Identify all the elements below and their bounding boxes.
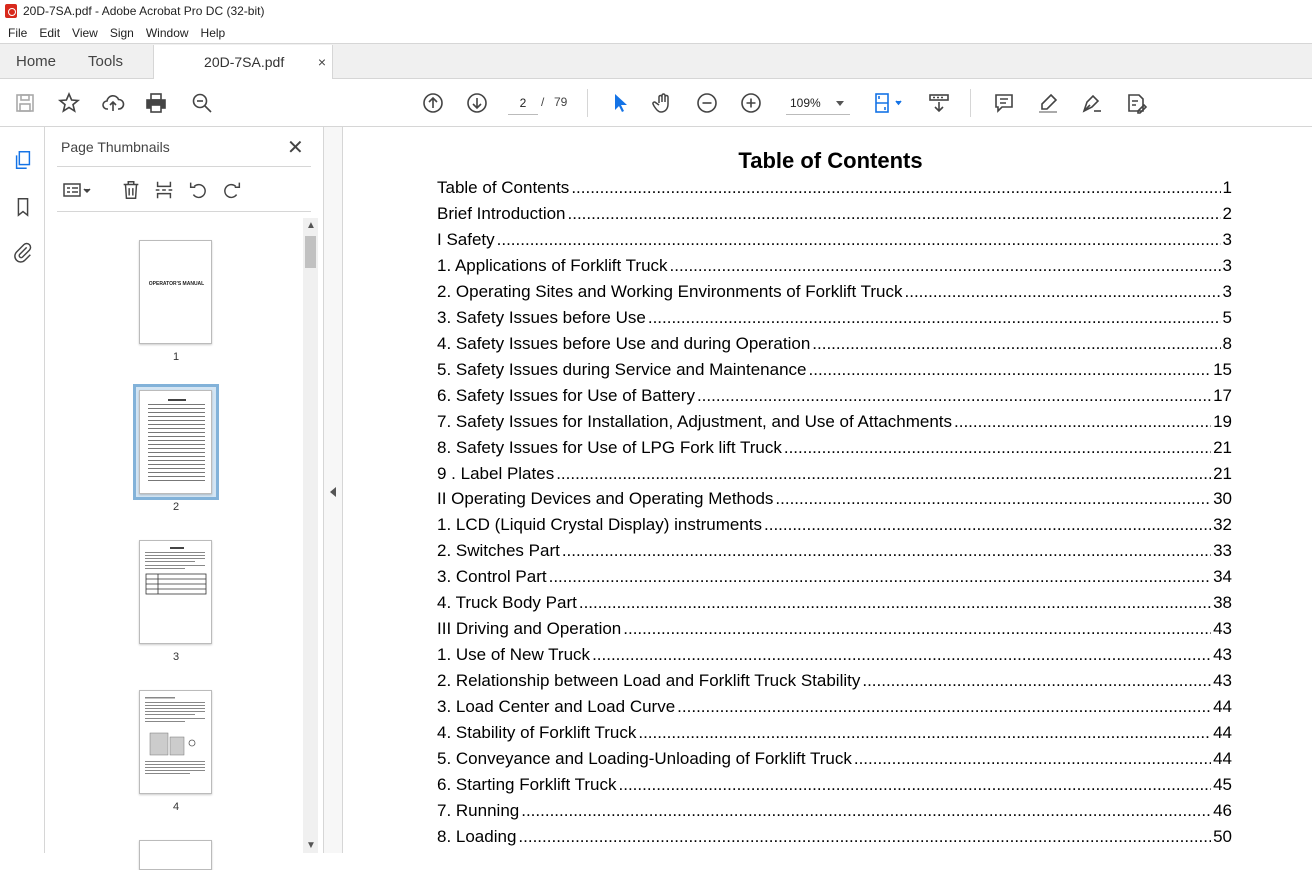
- thumbnail-preview: [140, 691, 212, 794]
- toc-entry[interactable]: [437, 489, 1232, 511]
- toc-entry-page: 32: [1213, 515, 1232, 534]
- toc-entry[interactable]: [437, 438, 1232, 460]
- toc-entry-label: 7. Running: [437, 801, 520, 820]
- toc-entry-page: 5: [1222, 308, 1232, 327]
- toc-entry-label: 1. Use of New Truck: [437, 645, 591, 664]
- toc-entry-page: 17: [1213, 386, 1232, 405]
- toc-leader-dots: [521, 801, 1211, 821]
- thumbnails-scrollbar[interactable]: [303, 218, 318, 853]
- toc-entry-label: 1. Applications of Forklift Truck: [437, 256, 668, 275]
- toc-leader-dots: [775, 489, 1211, 509]
- menu-file[interactable]: File: [8, 25, 28, 40]
- toc-leader-dots: [568, 204, 1221, 224]
- toc-entry-label: 4. Safety Issues before Use and during Operation: [437, 334, 811, 353]
- toc-entry-label: 3. Control Part: [437, 567, 547, 586]
- tab-bar: [0, 43, 1312, 79]
- toc-entry-label: 7. Safety Issues for Installation, Adjustment, and Use of Attachments: [437, 412, 952, 431]
- toc-entry-page: 43: [1213, 671, 1232, 690]
- thumbnail-preview: [140, 391, 212, 494]
- page-thumbnail-1[interactable]: [139, 240, 212, 344]
- toc-leader-dots: [556, 464, 1211, 484]
- title-bar: [0, 0, 1312, 22]
- toc-entry-page: 33: [1213, 541, 1232, 560]
- toc-entry[interactable]: [437, 775, 1232, 797]
- toc-entry-label: Brief Introduction: [437, 204, 566, 223]
- bookmark-icon[interactable]: [10, 194, 36, 220]
- toc-leader-dots: [562, 541, 1211, 561]
- upload-icon[interactable]: [99, 89, 127, 117]
- toolbar-separator: [587, 89, 588, 117]
- toc-entry-label: 2. Switches Part: [437, 541, 560, 560]
- page-thumbnail-2[interactable]: [139, 390, 212, 494]
- toc-leader-dots: [854, 749, 1211, 769]
- scrollbar-thumb[interactable]: [305, 236, 316, 268]
- fill-sign-icon[interactable]: [1122, 89, 1150, 117]
- toc-leader-dots: [809, 360, 1212, 380]
- toc-entry-label: II Operating Devices and Operating Methods: [437, 489, 774, 508]
- toc-leader-dots: [619, 775, 1212, 795]
- rotate-right-icon[interactable]: [219, 177, 245, 203]
- toc-leader-dots: [549, 567, 1211, 587]
- toc-entry-page: 19: [1213, 412, 1232, 431]
- page-number-input[interactable]: 2: [508, 91, 538, 115]
- toc-leader-dots: [905, 282, 1221, 302]
- tab-home[interactable]: Home: [16, 52, 57, 70]
- toc-leader-dots: [648, 308, 1221, 328]
- toc-entry-page: 1: [1222, 178, 1232, 197]
- toc-entry-page: 45: [1213, 775, 1232, 794]
- menu-window[interactable]: Window: [145, 25, 189, 40]
- toc-entry[interactable]: [437, 230, 1232, 252]
- left-rail: [0, 127, 45, 853]
- page-total: 79: [554, 95, 568, 109]
- toc-entry[interactable]: [437, 619, 1232, 641]
- page-up-icon[interactable]: [419, 89, 447, 117]
- toc-entry[interactable]: [437, 723, 1232, 745]
- toc-entry-label: III Driving and Operation: [437, 619, 622, 638]
- window-title: 20D-7SA.pdf - Adobe Acrobat Pro DC (32-bit): [23, 4, 265, 18]
- scroll-up-icon[interactable]: ▲: [306, 220, 316, 231]
- toc-entry[interactable]: [437, 178, 1232, 200]
- toc-entry-page: 21: [1213, 464, 1232, 483]
- toc-entry-label: 3. Safety Issues before Use: [437, 308, 646, 327]
- page-title: Table of Contents: [738, 148, 923, 173]
- toc-leader-dots: [697, 386, 1211, 406]
- tab-close-icon[interactable]: ×: [317, 54, 327, 70]
- zoom-in-icon[interactable]: [737, 89, 765, 117]
- toc-leader-dots: [670, 256, 1221, 276]
- toc-entry-page: 50: [1213, 827, 1232, 846]
- toc-entry-page: 38: [1213, 593, 1232, 612]
- toc-entry-label: 5. Conveyance and Loading-Unloading of Forklift Truck: [437, 749, 852, 768]
- save-icon[interactable]: [11, 89, 39, 117]
- page-separator: /: [541, 95, 545, 109]
- menu-bar: [0, 22, 1312, 43]
- toc-entry[interactable]: [437, 593, 1232, 615]
- toc-entry[interactable]: [437, 567, 1232, 589]
- menu-view[interactable]: View: [72, 25, 98, 40]
- toc-entry[interactable]: [437, 360, 1232, 382]
- toc-leader-dots: [518, 827, 1211, 847]
- draw-icon[interactable]: [1078, 89, 1106, 117]
- chevron-down-icon: [836, 101, 844, 106]
- toc-entry-page: 3: [1222, 256, 1232, 275]
- toc-entry-page: 46: [1213, 801, 1232, 820]
- menu-sign[interactable]: Sign: [109, 25, 134, 40]
- toc-entry[interactable]: [437, 827, 1232, 849]
- thumbnail-number: 4: [172, 801, 180, 813]
- toc-entry[interactable]: [437, 256, 1232, 278]
- toc-leader-dots: [764, 515, 1211, 535]
- extract-pages-icon[interactable]: [151, 177, 177, 203]
- attachment-icon[interactable]: [10, 239, 36, 265]
- divider: [57, 166, 311, 167]
- toc-entry[interactable]: [437, 308, 1232, 330]
- toc-entry-label: 3. Load Center and Load Curve: [437, 697, 676, 716]
- delete-icon[interactable]: [118, 177, 144, 203]
- toc-entry-page: 43: [1213, 645, 1232, 664]
- toc-entry[interactable]: [437, 801, 1232, 823]
- toc-entry-label: 6. Starting Forklift Truck: [437, 775, 617, 794]
- close-icon[interactable]: ✕: [287, 137, 304, 159]
- menu-edit[interactable]: Edit: [39, 25, 61, 40]
- thumbnail-preview: [140, 541, 212, 644]
- toc-entry-page: 3: [1222, 282, 1232, 301]
- toc-entry-label: Table of Contents: [437, 178, 570, 197]
- tab-document-label: 20D-7SA.pdf: [204, 54, 285, 70]
- toc-leader-dots: [677, 697, 1211, 717]
- toc-entry-label: 6. Safety Issues for Use of Battery: [437, 386, 695, 405]
- toc-entry[interactable]: [437, 412, 1232, 434]
- toc-entry[interactable]: [437, 541, 1232, 563]
- toc-entry[interactable]: [437, 749, 1232, 771]
- thumbnails-panel: [45, 127, 323, 853]
- toc-entry-label: 9 . Label Plates: [437, 464, 555, 483]
- toc-entry-page: 30: [1213, 489, 1232, 508]
- thumbnail-number: 3: [172, 651, 180, 663]
- select-cursor-icon[interactable]: [605, 89, 633, 117]
- options-menu-icon[interactable]: [59, 177, 95, 203]
- divider: [57, 211, 311, 212]
- scroll-down-icon[interactable]: ▼: [306, 840, 316, 851]
- toc-entry[interactable]: [437, 464, 1232, 486]
- toc-entry[interactable]: [437, 386, 1232, 408]
- page-fit-icon[interactable]: [869, 89, 905, 117]
- thumbnail-number: 1: [172, 351, 180, 363]
- toc-entry-label: 4. Truck Body Part: [437, 593, 577, 612]
- toc-leader-dots: [623, 619, 1211, 639]
- toc-entry[interactable]: [437, 204, 1232, 226]
- toc-entry-page: 43: [1213, 619, 1232, 638]
- toc-entry-label: I Safety: [437, 230, 495, 249]
- highlight-icon[interactable]: [1034, 89, 1062, 117]
- toc-entry-label: 8. Loading: [437, 827, 517, 846]
- toc-leader-dots: [638, 723, 1211, 743]
- menu-help[interactable]: Help: [200, 25, 226, 40]
- rotate-left-icon[interactable]: [185, 177, 211, 203]
- collapse-panel-icon[interactable]: [330, 487, 336, 497]
- page-thumbnail-5[interactable]: [139, 840, 212, 870]
- toc-entry[interactable]: [437, 645, 1232, 667]
- toc-entry[interactable]: [437, 697, 1232, 719]
- toc-entry-label: 8. Safety Issues for Use of LPG Fork lift Truck: [437, 438, 782, 457]
- toc-entry[interactable]: [437, 515, 1232, 537]
- page-down-icon[interactable]: [463, 89, 491, 117]
- comment-icon[interactable]: [990, 89, 1018, 117]
- toc-leader-dots: [862, 671, 1211, 691]
- toc-entry-label: 2. Relationship between Load and Forklift Truck Stability: [437, 671, 861, 690]
- zoom-dropdown[interactable]: [786, 91, 850, 115]
- tab-tools[interactable]: Tools: [88, 52, 124, 70]
- document-view[interactable]: [343, 127, 1312, 853]
- toc-entry-page: 21: [1213, 438, 1232, 457]
- page-thumbnail-3[interactable]: [139, 540, 212, 644]
- toc-leader-dots: [784, 438, 1211, 458]
- toc-entry[interactable]: [437, 282, 1232, 304]
- star-icon[interactable]: [55, 89, 83, 117]
- toc-entry-page: 44: [1213, 697, 1232, 716]
- toc-leader-dots: [579, 593, 1211, 613]
- page-thumbnail-4[interactable]: [139, 690, 212, 794]
- toc-entry[interactable]: [437, 671, 1232, 693]
- zoom-out-icon[interactable]: [693, 89, 721, 117]
- toc-entry[interactable]: [437, 334, 1232, 356]
- toc-leader-dots: [497, 230, 1221, 250]
- toc-leader-dots: [592, 645, 1211, 665]
- thumbnail-cover-text: OPERATOR'S MANUAL: [148, 281, 205, 287]
- toc-entry-label: 1. LCD (Liquid Crystal Display) instruments: [437, 515, 762, 534]
- main-toolbar: [0, 79, 1312, 127]
- hand-icon[interactable]: [649, 89, 677, 117]
- thumbnail-number: 2: [172, 501, 180, 513]
- tab-document[interactable]: [153, 45, 333, 79]
- toc-entry-page: 2: [1222, 204, 1232, 223]
- search-zoom-icon[interactable]: [188, 89, 216, 117]
- zoom-value: 109%: [790, 96, 821, 110]
- page-thumbnails-icon[interactable]: [10, 147, 36, 173]
- scroll-mode-icon[interactable]: [925, 89, 953, 117]
- toc-entry-page: 34: [1213, 567, 1232, 586]
- toc-leader-dots: [812, 334, 1220, 354]
- toc-leader-dots: [954, 412, 1211, 432]
- toc-entry-page: 15: [1213, 360, 1232, 379]
- toc-entry-label: 2. Operating Sites and Working Environments of Forklift Truck: [437, 282, 903, 301]
- panel-splitter[interactable]: [323, 127, 343, 853]
- toc-entry-page: 44: [1213, 749, 1232, 768]
- toc-leader-dots: [571, 178, 1220, 198]
- toc-entry-page: 3: [1222, 230, 1232, 249]
- toc-entry-label: 4. Stability of Forklift Truck: [437, 723, 637, 742]
- toc-entry-label: 5. Safety Issues during Service and Maintenance: [437, 360, 807, 379]
- print-icon[interactable]: [142, 89, 170, 117]
- acrobat-logo-icon: [5, 4, 17, 18]
- toolbar-separator-2: [970, 89, 971, 117]
- toc-entry-page: 44: [1213, 723, 1232, 742]
- panel-title: Page Thumbnails: [61, 139, 170, 155]
- toc-entry-page: 8: [1222, 334, 1232, 353]
